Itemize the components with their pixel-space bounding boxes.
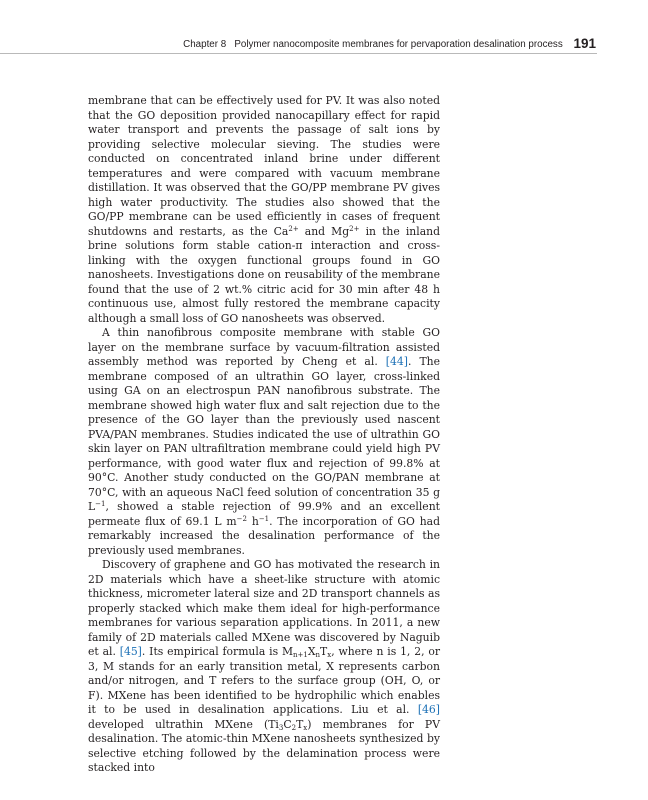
text-run: . The incorporation of GO had remarkably increased the desalination performance of the previously used membranes. [88,514,440,557]
text-run: , where n is 1, 2, or 3, M stands for an early transition metal, X represents carbon and/or nitrogen, and T refers to the surface group (OH, O, or F). MXene has been identified to be hydrophilic which enables it to be used in desalination applications. Liu et al. [88,645,441,716]
citation-link[interactable]: [44] [385,355,408,368]
paragraph [88,326,440,558]
text-run: . Its empirical formula is M [141,645,294,658]
citation-link[interactable]: [46] [417,703,440,716]
text-run: A thin nanofibrous composite membrane with stable GO layer on the membrane surface by vacuum-filtration assisted assembly method was reported by Cheng et al. [88,326,440,368]
body-text [88,94,440,776]
text-run: C [283,717,292,731]
superscript: −1 [258,514,270,523]
subscript: 2 [291,723,297,732]
subscript: x [327,651,332,659]
paragraph [88,558,440,776]
superscript: 2+ [349,224,360,233]
page-number: 191 [573,36,596,51]
text-run: . The membrane composed of an ultrathin GO layer, cross-linked using GA on an electrospun PAN nanofibrous substrate. The membrane showed high water flux and salt rejection due to the presence of the GO layer than the previously used nascent PVA/PAN membranes. Studies indicated the use of ultrathin GO skin layer on PAN ultrafiltration membrane could yield high PV performance, with good water flux and rejection of 99.8% at 90°C. Another study conducted on the GO/PAN membrane at 70°C, with an aqueous NaCl feed solution of concentration 35 g L [88,355,440,513]
text-run: Discovery of graphene and GO has motivated the research in 2D materials which have a sheet-like structure with atomic thickness, micrometer lateral size and 2D transport channels as properly stacked which make them ideal for high-performance membranes for various separation applications. In 2011, a new family of 2D materials called MXene was discovered by Naguib et al. [88,558,440,658]
citation-link[interactable]: [45] [119,645,142,658]
text-run: X [307,645,316,658]
text-run: in the inland brine solutions form stable cation-π interaction and cross-linking with the oxygen functional groups found in GO nanosheets. Investigations done on reusability of the membrane found that the use of 2 wt.% citric acid for 30 min after 48 h continuous use, almost fully restored the membrane capacity although a small loss of GO nanosheets was observed. [88,224,440,325]
superscript: −2 [236,514,247,523]
subscript: x [303,723,308,732]
subscript: 3 [278,723,284,732]
superscript: 2+ [288,224,299,233]
text-run: h [247,514,259,528]
text-run: T [320,645,328,658]
text-run: developed ultrathin MXene (Ti [88,717,279,731]
running-header [88,36,596,51]
paragraph [88,94,440,326]
chapter-label: Chapter 8 [183,39,227,50]
text-run: membrane that can be effectively used for PV. It was also noted that the GO deposition provided nanocapillary effect for rapid water transport and prevents the passage of salt ions by providing selective molecular sieving. The studies were conducted on concentrated inland brine under different temperatures and were compared with vacuum membrane distillation. It was observed that the GO/PP membrane PV gives high water productivity. The studies also showed that the GO/PP membrane can be used efficiently in cases of frequent shutdowns and restarts, as the Ca [88,94,440,238]
text-run: ) membranes for PV desalination. The atomic-thin MXene nanosheets synthesized by selective etching followed by the delamination process were stacked into [88,717,440,774]
text-run: T [296,717,304,731]
subscript: n+1 [293,651,308,659]
text-run: , showed a stable rejection of 99.9% and an excellent permeate flux of 69.1 L m [88,500,440,528]
superscript: −1 [95,500,106,508]
text-run: and Mg [298,224,350,238]
chapter-title: Polymer nanocomposite membranes for pervaporation desalination process [234,39,563,50]
subscript: n [315,651,321,659]
header-rule [0,53,597,54]
